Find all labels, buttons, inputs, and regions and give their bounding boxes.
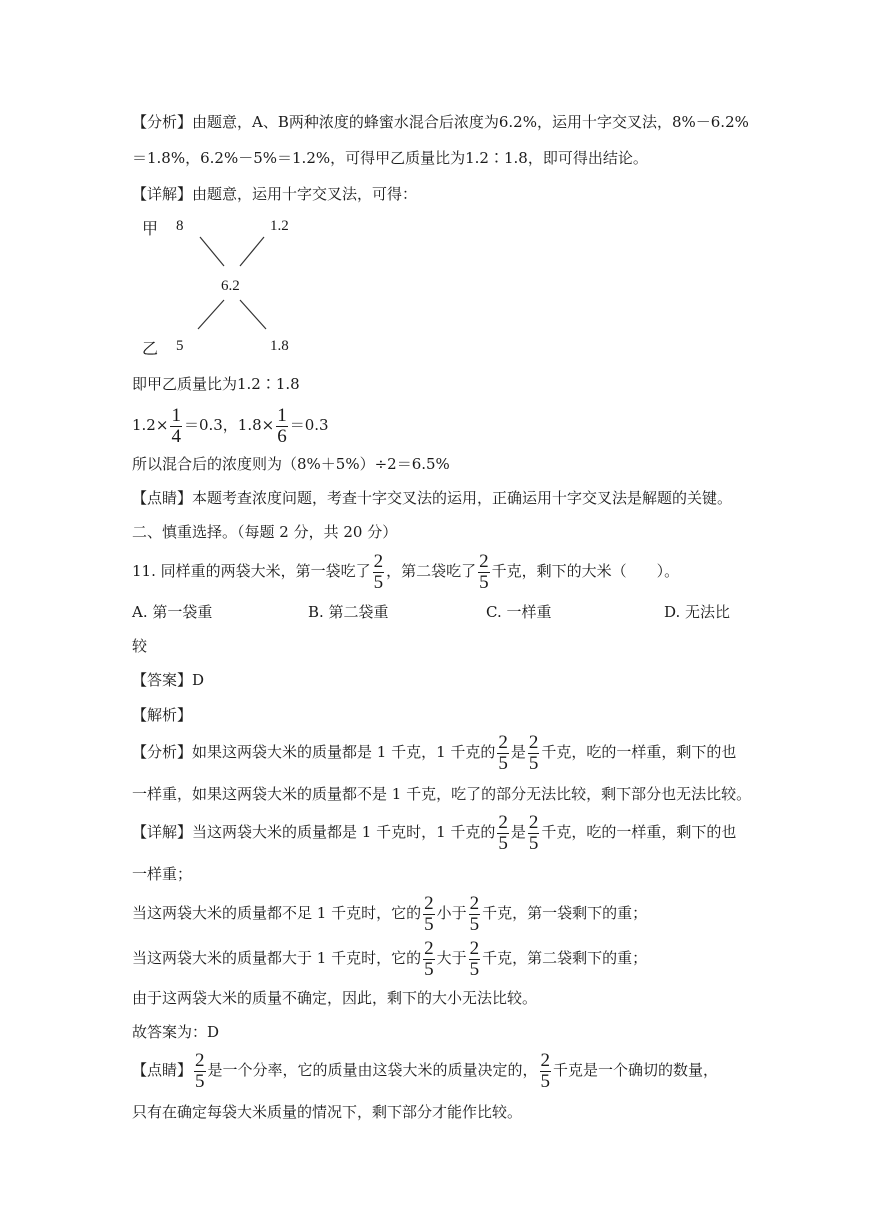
value-center: 6.2 <box>221 278 240 294</box>
cross-line-tr <box>240 237 264 266</box>
option-d: D. 无法比 <box>664 603 731 621</box>
detail-intro: 【详解】由题意，运用十字交叉法，可得： <box>132 185 418 203</box>
option-a: A. 第一袋重 <box>132 603 213 621</box>
answer: 【答案】D <box>132 671 205 689</box>
final-answer: 故答案为：D <box>132 1023 220 1041</box>
cross-line-tl <box>200 237 224 266</box>
fraction-two-fifths: $\frac{2}{5}$ <box>528 731 539 774</box>
q11-analysis-line-2: 一样重，如果这两袋大米的质量都不是 1 千克，吃了的部分无法比较，剩下部分也无法比较。 <box>132 785 752 803</box>
cross-method-diagram <box>140 212 300 357</box>
cross-line-br <box>240 300 266 329</box>
fraction-two-fifths: $\frac{2}{5}$ <box>424 892 434 935</box>
value-top-left: 8 <box>176 218 184 234</box>
fraction-one-quarter: $\frac{1}{4}$ <box>171 404 181 447</box>
case-greater-than: 当这两袋大米的质量都大于 1 千克时，它的 $\frac{2}{5}$ 大于 $\frac{2}{5}$ 千克，第二袋剩下的重； <box>132 937 648 980</box>
value-top-right: 1.2 <box>270 218 289 234</box>
fraction-two-fifths: $\frac{2}{5}$ <box>528 811 539 854</box>
q11-key-point-line-1: 【点睛】 $\frac{2}{5}$ 是一个分率，它的质量由这袋大米的质量决定的， $\frac{2}{5}$ 千克是一个确切的数量， <box>132 1049 719 1092</box>
value-bottom-left: 5 <box>176 338 184 354</box>
analysis-heading: 【解析】 <box>132 706 193 724</box>
q11-detail-line-2: 一样重； <box>132 865 193 883</box>
q11-analysis-line-1: 【分析】如果这两袋大米的质量都是 1 千克，1 千克的 $\frac{2}{5}$ 是 $\frac{2}{5}$ 千克，吃的一样重，剩下的也 <box>132 731 737 774</box>
value-bottom-right: 1.8 <box>270 338 289 354</box>
fraction-one-sixth: $\frac{1}{6}$ <box>277 404 287 447</box>
calc-line: 1.2× $\frac{1}{4}$ ＝0.3，1.8× $\frac{1}{6}$ ＝0.3 <box>132 404 329 447</box>
uncertain-line: 由于这两袋大米的质量不确定，因此，剩下的大小无法比较。 <box>132 989 538 1007</box>
fraction-two-fifths: $\frac{2}{5}$ <box>469 892 480 935</box>
option-d-wrap: 较 <box>132 637 148 655</box>
fraction-two-fifths: $\frac{2}{5}$ <box>479 550 489 593</box>
option-c: C. 一样重 <box>486 603 552 621</box>
key-point-1: 【点睛】本题考查浓度问题，考查十字交叉法的运用，正确运用十字交叉法是解题的关键。 <box>132 489 733 507</box>
fraction-two-fifths: $\frac{2}{5}$ <box>498 731 508 774</box>
fraction-two-fifths: $\frac{2}{5}$ <box>195 1049 205 1092</box>
label-jia: 甲 <box>142 219 159 238</box>
fraction-two-fifths: $\frac{2}{5}$ <box>373 550 384 593</box>
option-b: B. 第二袋重 <box>308 603 389 621</box>
q11-key-point-line-2: 只有在确定每袋大米质量的情况下，剩下部分才能作比较。 <box>132 1103 523 1121</box>
label-yi: 乙 <box>142 339 159 357</box>
mix-line: 所以混合后的浓度则为（8%＋5%）÷2＝6.5% <box>132 455 450 473</box>
fraction-two-fifths: $\frac{2}{5}$ <box>424 937 434 980</box>
q11-stem: 11. 同样重的两袋大米，第一袋吃了 $\frac{2}{5}$ ，第二袋吃了 $\frac{2}{5}$ 千克，剩下的大米（ ）。 <box>132 550 680 593</box>
fraction-two-fifths: $\frac{2}{5}$ <box>469 937 480 980</box>
analysis-line-2: ＝1.8%，6.2%－5%＝1.2%，可得甲乙质量比为1.2∶1.8，即可得出结论。 <box>132 149 648 167</box>
case-less-than: 当这两袋大米的质量都不足 1 千克时，它的 $\frac{2}{5}$ 小于 $\frac{2}{5}$ 千克，第一袋剩下的重； <box>132 892 648 935</box>
ratio-line: 即甲乙质量比为1.2∶1.8 <box>132 375 300 393</box>
q11-detail-line-1: 【详解】当这两袋大米的质量都是 1 千克时，1 千克的 $\frac{2}{5}$ 是 $\frac{2}{5}$ 千克，吃的一样重，剩下的也 <box>132 811 737 854</box>
section-title: 二、慎重选择。（每题 2 分，共 20 分） <box>132 523 398 541</box>
fraction-two-fifths: $\frac{2}{5}$ <box>540 1049 551 1092</box>
cross-line-bl <box>198 300 224 329</box>
analysis-line-1: 【分析】由题意，A、B两种浓度的蜂蜜水混合后浓度为6.2%，运用十字交叉法，8%－6.2% <box>132 113 749 131</box>
fraction-two-fifths: $\frac{2}{5}$ <box>498 811 508 854</box>
